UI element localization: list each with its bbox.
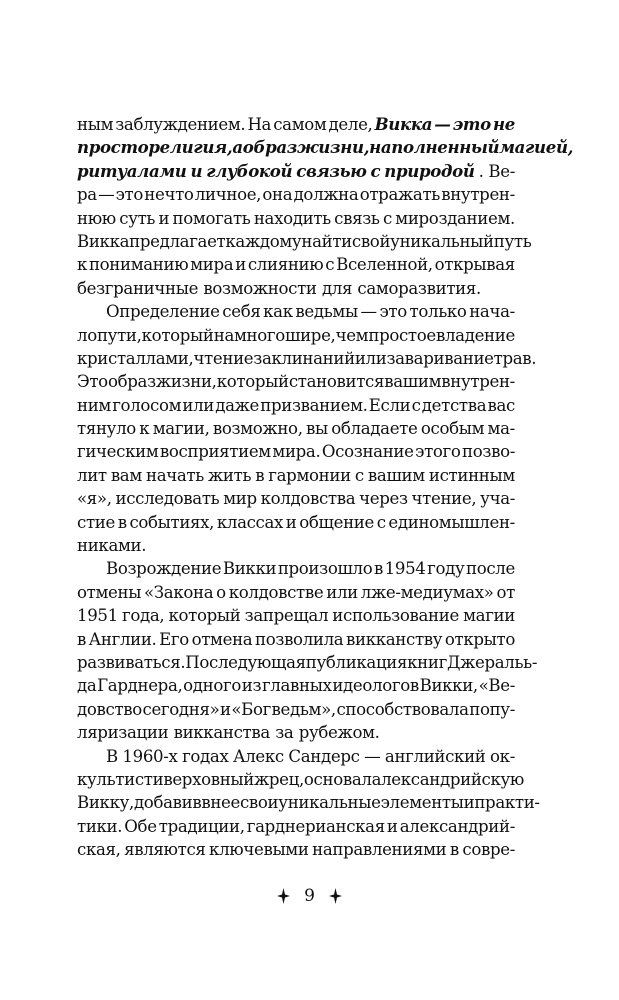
text-line: [77, 698, 515, 721]
word: религия,: [148, 137, 233, 158]
word: который: [141, 325, 214, 345]
word: призванием.: [260, 395, 368, 415]
word: от: [496, 582, 515, 602]
word: верховный: [163, 769, 254, 789]
text-line: [77, 511, 515, 534]
word: восприятием: [159, 442, 271, 462]
word: это: [379, 302, 407, 322]
word: Алекс: [233, 746, 284, 766]
word: образ: [242, 137, 297, 158]
word: ра: [77, 185, 97, 205]
word: Джеральь-: [446, 652, 538, 672]
text-line: [77, 136, 574, 159]
word: находить: [253, 208, 331, 228]
word: английский: [384, 746, 486, 766]
word: практи-: [474, 793, 540, 813]
text-line: [77, 440, 515, 463]
word: главных: [261, 676, 332, 696]
word: саморазвития.: [357, 278, 481, 298]
word: к: [77, 255, 88, 275]
word: наполненный: [369, 137, 500, 158]
text-line: [77, 324, 515, 347]
word: Англии.: [88, 629, 157, 649]
word: развиваться.: [77, 652, 186, 672]
word: —: [360, 302, 377, 322]
word: позво-: [462, 442, 515, 462]
text-line: [77, 838, 515, 861]
word: безграничные: [77, 278, 199, 298]
word: или: [182, 395, 215, 415]
word: довство: [77, 699, 142, 719]
word: открывая: [434, 255, 515, 275]
word: природой: [384, 160, 475, 181]
text-line: [77, 300, 515, 323]
word: и: [463, 793, 475, 813]
word: . Ве-: [478, 161, 515, 181]
word: жить: [208, 465, 252, 485]
word: о: [216, 582, 226, 602]
word: ведьмы: [295, 302, 358, 322]
word: Если: [368, 395, 411, 415]
word: уникальный: [390, 231, 494, 251]
word: с: [370, 160, 381, 181]
word: с: [376, 512, 386, 532]
word: связью: [296, 160, 367, 181]
word: нечто: [144, 185, 194, 205]
word: истинным: [428, 465, 515, 485]
text-line: [77, 417, 515, 440]
word: основал: [303, 769, 372, 789]
four-point-star-icon: [277, 888, 290, 904]
word: чтение: [193, 348, 254, 368]
word: и: [235, 255, 246, 275]
word: и: [158, 208, 170, 228]
text-line: [77, 791, 540, 814]
text-line: [77, 628, 515, 651]
word: помогать: [172, 208, 251, 228]
word: культист: [77, 769, 153, 789]
word: ская,: [77, 840, 121, 860]
body-text: [77, 113, 574, 862]
word: в: [77, 629, 86, 649]
page-number: 9: [304, 886, 315, 906]
word: с: [354, 465, 364, 485]
word: —: [364, 746, 381, 766]
word: не: [492, 114, 515, 134]
word: только: [409, 302, 467, 322]
word: гическим: [77, 442, 159, 462]
text-line: [77, 815, 515, 838]
four-point-star-icon: [329, 888, 342, 904]
word: нее: [210, 793, 240, 813]
word: Вселенной,: [336, 255, 433, 275]
word: и: [190, 160, 203, 181]
word: к: [139, 419, 150, 439]
word: Гарднера,: [97, 676, 183, 696]
word: деле,: [328, 115, 373, 134]
word: после: [466, 559, 515, 579]
word: жизни,: [155, 372, 217, 392]
text-line: [77, 768, 525, 791]
word: Определение: [106, 302, 220, 322]
word: Обе: [124, 816, 157, 836]
word: простое: [368, 325, 436, 345]
page-footer: [0, 885, 619, 907]
word: «Закона: [144, 582, 214, 602]
word: даже: [215, 395, 260, 415]
word: ло: [77, 325, 97, 345]
word: колдовства: [260, 489, 356, 509]
word: александрий-: [399, 816, 515, 836]
word: Это: [77, 372, 108, 392]
word: «Ве-: [478, 676, 515, 696]
word: традиции,: [158, 816, 245, 836]
text-line: [77, 651, 538, 674]
word: это: [452, 114, 491, 134]
word: —: [434, 114, 451, 134]
word: пониманию: [88, 255, 189, 275]
word: заклинаний: [253, 348, 355, 368]
word: внутрен-: [441, 372, 515, 392]
word: который: [168, 606, 241, 626]
word: способствовала: [336, 699, 469, 719]
word: каждому: [225, 231, 302, 251]
word: добавив: [133, 793, 202, 813]
word: мирозданием.: [395, 208, 515, 228]
word: магии,: [152, 419, 210, 439]
word: как: [263, 302, 293, 322]
word: сегодня»: [142, 699, 220, 719]
word: колдовстве: [228, 582, 324, 602]
word: должна: [293, 185, 359, 205]
word: в: [449, 840, 459, 860]
text-line: [77, 277, 515, 300]
word: вас: [487, 395, 515, 415]
word: становится: [288, 372, 385, 392]
word: уникальные: [278, 793, 381, 813]
word: 1951: [77, 606, 118, 626]
word: тянуло: [77, 419, 136, 439]
word: единомышлен-: [388, 512, 515, 532]
word: позволила: [255, 629, 344, 649]
word: намного: [213, 325, 285, 345]
word: «Бог: [231, 699, 271, 719]
word: вашим: [367, 465, 425, 485]
word: свои: [239, 793, 279, 813]
text-line: [77, 674, 515, 697]
word: образ: [107, 372, 156, 392]
text-line: [77, 113, 515, 136]
word: и: [220, 699, 231, 719]
text-line: [77, 253, 515, 276]
word: чем: [335, 325, 369, 345]
word: слиянию: [247, 255, 324, 275]
word: Осознание: [321, 442, 414, 462]
word: в: [117, 512, 127, 532]
word: совре-: [462, 840, 515, 860]
word: викканства: [173, 723, 270, 743]
word: Его: [159, 629, 189, 649]
word: чтение,: [411, 489, 477, 509]
text-line: [77, 230, 532, 253]
word: который: [216, 372, 289, 392]
word: особым: [420, 419, 485, 439]
word: это: [115, 185, 144, 205]
word: мир: [223, 489, 257, 509]
word: заваривание: [386, 348, 494, 368]
word: ным: [77, 115, 114, 134]
word: вы: [306, 419, 328, 439]
word: шире,: [285, 325, 336, 345]
word: Викка: [374, 114, 433, 134]
word: из: [241, 676, 262, 696]
word: отмены: [77, 582, 142, 602]
word: найти: [301, 231, 352, 251]
word: «я»,: [77, 489, 112, 509]
word: идеологов: [332, 676, 419, 696]
word: или: [354, 348, 387, 368]
text-line: [77, 534, 515, 557]
text-line: [77, 394, 515, 417]
word: событиях,: [129, 512, 215, 532]
word: возможности: [203, 278, 317, 298]
word: да: [77, 676, 97, 696]
word: ведьм»,: [271, 699, 336, 719]
word: трав.: [493, 348, 537, 368]
word: личное,: [194, 185, 262, 205]
text-line: [77, 604, 515, 627]
word: ма-: [487, 419, 515, 439]
text-line: [77, 745, 515, 768]
word: путь: [493, 231, 532, 251]
word: мира: [190, 255, 234, 275]
word: года,: [122, 606, 165, 626]
word: отражать: [359, 185, 440, 205]
word: одного: [183, 676, 242, 696]
word: свой: [351, 231, 391, 251]
word: исследовать: [115, 489, 220, 509]
word: 1960-х: [122, 746, 178, 766]
word: годах: [182, 746, 229, 766]
word: и: [386, 816, 398, 836]
word: ляризации: [77, 723, 169, 743]
word: ним: [77, 395, 111, 415]
text-line: [77, 183, 515, 206]
word: просто: [77, 137, 149, 158]
word: магии: [463, 606, 515, 626]
word: этого: [415, 442, 461, 462]
word: она: [262, 185, 293, 205]
word: суть: [119, 208, 156, 228]
word: В: [106, 746, 118, 766]
word: или: [326, 582, 358, 602]
word: 1954: [384, 559, 426, 579]
word: классах: [216, 512, 284, 532]
word: жизни,: [296, 137, 370, 158]
word: возможно,: [212, 419, 303, 439]
text-line: [77, 464, 515, 487]
word: году: [427, 559, 465, 579]
word: На: [247, 115, 272, 134]
word: открыто: [444, 629, 515, 649]
word: уча-: [480, 489, 515, 509]
word: элементы: [380, 793, 464, 813]
word: через: [359, 489, 408, 509]
text-line: [77, 347, 537, 370]
word: запрещал: [244, 606, 329, 626]
word: Сандерс: [288, 746, 360, 766]
word: лит: [77, 465, 107, 485]
word: пути,: [96, 325, 142, 345]
word: в: [255, 465, 265, 485]
word: за: [275, 723, 294, 743]
word: с: [411, 395, 421, 415]
word: гармонии: [268, 465, 351, 485]
word: Викки: [222, 559, 277, 579]
word: заблуждением.: [115, 115, 246, 134]
word: и: [152, 769, 164, 789]
word: тики.: [77, 816, 123, 836]
word: глубокой: [206, 160, 293, 181]
word: нача-: [469, 302, 515, 322]
word: стие: [77, 512, 115, 532]
word: ключевыми: [209, 840, 309, 860]
word: ок-: [490, 746, 515, 766]
word: и: [285, 512, 297, 532]
word: детства: [421, 395, 487, 415]
word: нюю: [77, 208, 116, 228]
word: магией,: [499, 137, 574, 158]
word: кристаллами,: [77, 348, 194, 368]
word: Викку,: [77, 793, 134, 813]
word: —: [98, 185, 115, 205]
word: публикация: [305, 652, 408, 672]
word: жрец,: [254, 769, 304, 789]
word: связь: [334, 208, 380, 228]
word: Викки,: [419, 676, 478, 696]
word: никами.: [77, 536, 147, 556]
word: Возрождение: [106, 559, 222, 579]
word: предлагает: [129, 231, 226, 251]
word: мира.: [272, 442, 321, 462]
word: вашим: [384, 372, 442, 392]
text-line: [77, 721, 515, 744]
word: Последующая: [185, 652, 306, 672]
word: владение: [435, 325, 515, 345]
word: использование: [332, 606, 459, 626]
word: направлениями: [312, 840, 447, 860]
word: с: [325, 255, 335, 275]
word: книг: [407, 652, 447, 672]
word: внутрен-: [441, 185, 515, 205]
word: рубежом.: [298, 723, 380, 743]
word: для: [321, 278, 353, 298]
text-line: [77, 370, 515, 393]
word: самом: [273, 115, 327, 134]
word: а: [232, 137, 243, 158]
word: в: [201, 793, 211, 813]
word: произошло: [277, 559, 373, 579]
text-line: [77, 557, 515, 580]
word: викканству: [346, 629, 443, 649]
word: общение: [299, 512, 374, 532]
text-line: [77, 487, 515, 510]
word: голосом: [112, 395, 182, 415]
word: с: [382, 208, 392, 228]
word: начать: [145, 465, 204, 485]
word: в: [374, 559, 384, 579]
word: попу-: [469, 699, 515, 719]
word: гарднерианская: [246, 816, 385, 836]
word: александрийскую: [371, 769, 525, 789]
word: вам: [110, 465, 142, 485]
text-line: [77, 207, 515, 230]
word: отмена: [191, 629, 253, 649]
text-line: [77, 160, 515, 183]
text-line: [77, 581, 515, 604]
word: ритуалами: [77, 160, 187, 181]
word: себя: [222, 302, 261, 322]
word: лже-медиумах»: [360, 582, 494, 602]
word: являются: [124, 840, 206, 860]
word: Викка: [77, 231, 130, 251]
word: обладаете: [331, 419, 418, 439]
